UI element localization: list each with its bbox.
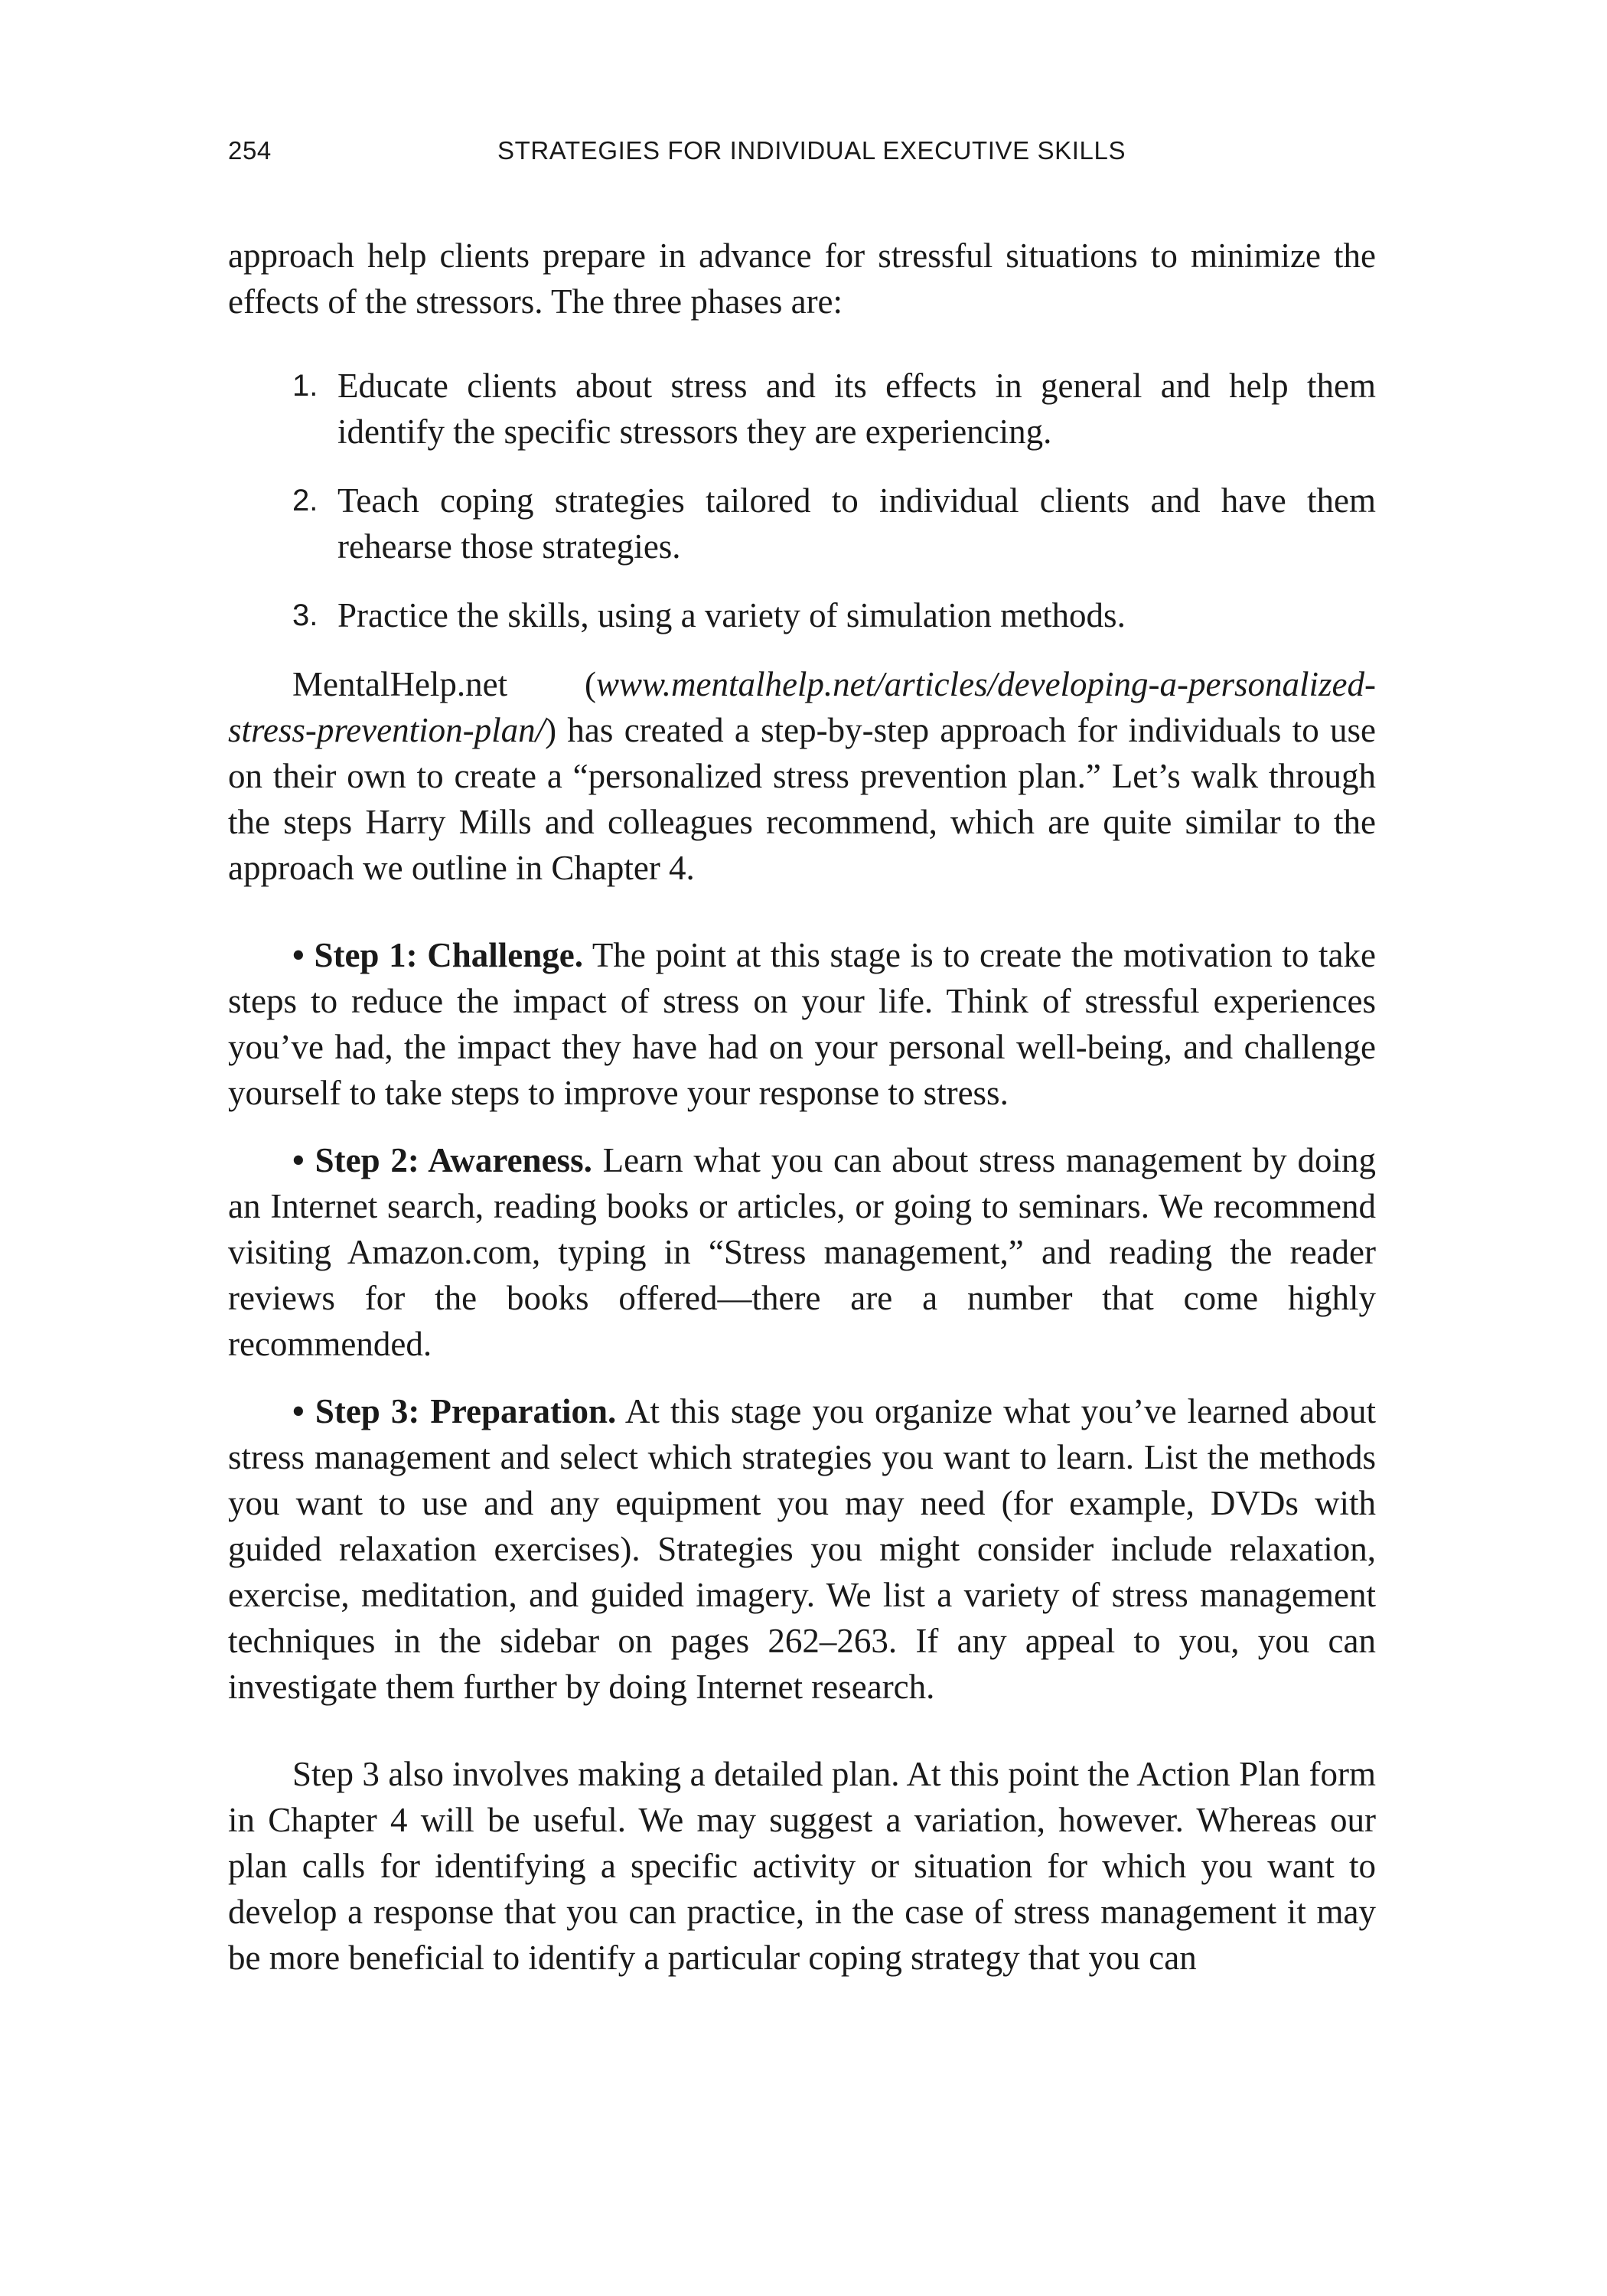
step-1-text: The point at this stage is to create the motivation to take steps to reduce the impact of stress on your life. Think of stressful experiences you’ve had, the impact they have had on your personal well-being, and challenge yourself to take steps to improve your response to stress. [228, 936, 1376, 1112]
list-item [228, 363, 1376, 455]
page-body [228, 233, 1376, 1981]
bullet-icon: • [292, 1141, 305, 1179]
running-head-title: STRATEGIES FOR INDIVIDUAL EXECUTIVE SKILLS [497, 136, 1126, 165]
list-item [228, 478, 1376, 569]
list-item [228, 592, 1376, 638]
step-1-item [228, 932, 1376, 1116]
bullet-icon: • [292, 936, 305, 974]
list-item-text: Teach coping strategies tailored to individual clients and have them rehearse those strategies. [337, 481, 1376, 566]
paragraph-lead-text: MentalHelp.net ( [292, 665, 597, 703]
step-3-item [228, 1388, 1376, 1710]
phases-list [228, 363, 1376, 638]
mentalhelp-paragraph [228, 661, 1376, 891]
step-2-item [228, 1137, 1376, 1367]
mentalhelp-url: www.mentalhelp.net/articles/developing-a-personalized-stress-prevention-plan/ [228, 665, 1376, 749]
step-3-label: Step 3: Preparation. [315, 1392, 617, 1430]
step-1-label: Step 1: Challenge. [314, 936, 584, 974]
list-item-number: 2. [292, 484, 318, 517]
intro-paragraph: approach help clients prepare in advance for stressful situations to minimize the effects of the stressors. The three phases are: [228, 236, 1376, 321]
page-number: 254 [228, 136, 272, 165]
list-item-number: 1. [292, 369, 318, 403]
paragraph-text: ) has created a step-by-step approach for individuals to use on their own to create a “personalized stress prevention plan.” Let’s walk through the steps Harry Mills and colleagues recommend, which are quite similar to the approach we outline in Chapter 4. [228, 711, 1376, 887]
list-item-text: Practice the skills, using a variety of simulation methods. [337, 596, 1126, 634]
running-head [228, 136, 1376, 174]
list-item-number: 3. [292, 598, 318, 632]
step-3-text: At this stage you organize what you’ve learned about stress management and select which strategies you want to learn. List the methods you want to use and any equipment you may need (for example, DVDs with guided relaxation exercises). Strategies you might consider include relaxation, exercise, meditation, and guided imagery. We list a variety of stress management techniques in the sidebar on pages 262–263. If any appeal to you, you can investigate them further by doing Internet research. [228, 1392, 1377, 1706]
list-item-text: Educate clients about stress and its effects in general and help them identify the specific stressors they are experiencing. [337, 367, 1376, 451]
step-2-text: Learn what you can about stress management by doing an Internet search, reading books or articles, or going to seminars. We recommend visiting Amazon.com, typing in “Stress management,” and reading the reader reviews for the books offered—there are a number that come highly recommended. [228, 1141, 1376, 1363]
closing-paragraph: Step 3 also involves making a detailed plan. At this point the Action Plan form in Chapter 4 will be useful. We may suggest a variation, however. Whereas our plan calls for identifying a specific activity or situation for which you want to develop a response that you can practice, in the case of stress management it may be more beneficial to identify a particular coping strategy that you can [228, 1755, 1376, 1977]
step-2-label: Step 2: Awareness. [315, 1141, 592, 1179]
bullet-icon: • [292, 1392, 305, 1430]
